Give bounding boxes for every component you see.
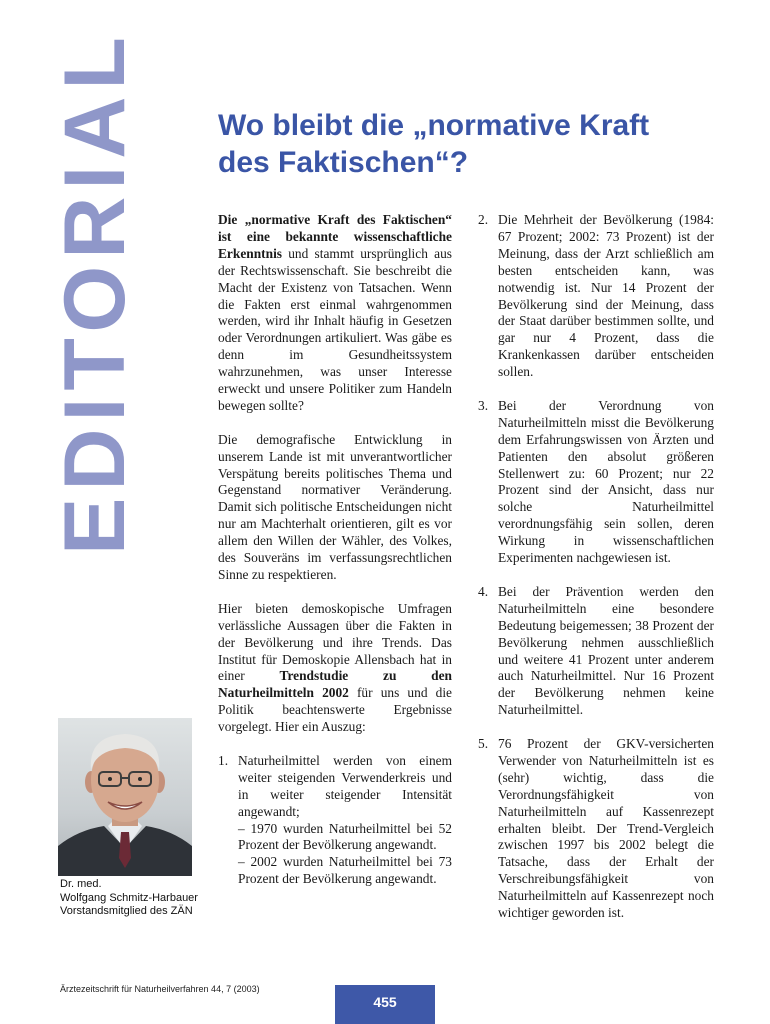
finding-1-line-1970: – 1970 wurden Naturheilmittel bei 52 Prozent der Bevölkerung angewandt. <box>238 820 452 853</box>
finding-1-text: Naturheilmittel werden von einem weiter steigenden Verwenderkreis und in weiter steigender Intensität angewandt; <box>238 752 452 819</box>
portrait-caption <box>60 878 198 919</box>
intro-rest: und stammt ursprünglich aus der Rechtswissenschaft. Sie beschreibt die Macht der Existenz von Tatsachen. Wenn die Fakten erst einmal wahrgenommen werden, wird ihr Inhalt häufig in Gesetzen oder Verordnungen artikuliert. Was gäbe es denn im Gesundheitssystem wahrzunehmen, was unser Interesse erweckt und unsere Politiker zum Handeln bewegen sollte? <box>218 245 452 413</box>
caption-role: Vorstandsmitglied des ZÄN <box>60 905 193 917</box>
caption-name: Wolfgang Schmitz-Harbauer <box>60 891 198 904</box>
finding-5 <box>478 736 714 922</box>
survey-text-b: für uns und die Politik beachtenswerte Ergebnisse vorgelegt. Hier ein Auszug: <box>218 685 452 735</box>
finding-2 <box>478 212 714 381</box>
journal-citation: Ärztezeitschrift für Naturheilverfahren 44, 7 (2003) <box>60 984 260 994</box>
survey-paragraph <box>218 601 452 736</box>
article-headline <box>218 108 738 181</box>
finding-5-number: 5. <box>478 736 489 752</box>
finding-2-number: 2. <box>478 212 489 227</box>
finding-1-number: 1. <box>218 752 229 768</box>
demography-paragraph: Die demografische Entwicklung in unserem Lande ist mit unverantwortlicher Verspätung bereits politisches Thema und Gegenstand normativer Veränderung. Damit sich politische Entscheidungen nicht nur am Machterhalt orientieren, gilt es vor allem den Willen der Wähler, des Volkes, des Souveräns im verfassungsrechtlichen Sinne zu respektieren. <box>218 431 452 583</box>
page-number: 455 <box>335 985 435 1024</box>
headline-line-2: des Faktischen“? <box>218 145 469 179</box>
finding-1-line-2002: – 2002 wurden Naturheilmittel bei 73 Prozent der Bevölkerung angewandt. <box>238 854 452 887</box>
caption-title: Dr. med. <box>60 878 102 890</box>
finding-4 <box>478 584 714 719</box>
survey-text-a: Hier bieten demoskopische Umfragen verlässliche Aussagen über die Fakten in der Bevölkerung und ihre Trends. Das Institut für Demoskopie Allensbach hat in einer <box>218 600 452 684</box>
intro-paragraph <box>218 212 452 415</box>
finding-5-text: 76 Prozent der GKV-versicherten Verwender von Naturheilmitteln ist es (sehr) wichtig, dass die Verordnungsfähigkeit von Naturheilmitteln auf Kassenrezept erhalten bleibt. Der Trend-Vergleich zwischen 1997 bis 2002 belegt die Tatsache, dass der Erhalt der Verschreibungsfähigkeit von Naturheilmitteln auf Kassenrezept noch wichtiger geworden ist. <box>498 736 714 921</box>
finding-4-text: Bei der Prävention werden den Naturheilmitteln eine besondere Bedeutung beigemessen; 38 Prozent der Bevölkerung nehmen ausschließlich und weitere 41 Prozent unter anderem auch Naturheilmittel. Nur 16 Prozent der Bevölkerung nehmen keine Naturheilmittel. <box>498 583 714 718</box>
intro-lead-bold: Die „normative Kraft des Faktischen“ ist eine bekannte wissenschaftliche Erkenntnis <box>218 212 452 261</box>
section-label-editorial: EDITORIAL <box>47 30 143 555</box>
trend-study-bold: Trendstudie zu den Naturheilmitteln 2002 <box>218 668 452 701</box>
finding-3-number: 3. <box>478 397 489 413</box>
finding-3 <box>478 398 714 567</box>
author-portrait-drawing <box>58 718 192 876</box>
finding-3-text: Bei der Verordnung von Naturheilmitteln misst die Bevölkerung dem Erfahrungswissen von Ärzten und Patienten den absolut größeren Stellenwert zu: 60 Prozent; nur 22 Prozent sind der Ansicht, dass nur solche Naturheilmittel verordnungsfähig sein sollen, deren Wirkung in wissenschaftlichen Experimenten nachgewiesen ist. <box>498 397 714 566</box>
finding-1-body <box>238 753 452 888</box>
headline-line-1: Wo bleibt die „normative Kraft <box>218 109 650 142</box>
finding-4-number: 4. <box>478 583 489 599</box>
right-text-column <box>478 212 714 939</box>
left-text-column <box>218 212 452 905</box>
finding-1 <box>218 753 452 888</box>
finding-2-text: Die Mehrheit der Bevölkerung (1984: 67 Prozent; 2002: 73 Prozent) ist der Meinung, dass der Arzt schließlich am besten entscheiden kann, was notwendig ist. Nur 14 Prozent der Bevölkerung sind der Meinung, dass der Staat darüber bestimmen sollte, und gar nur 4 Prozent, dass die Krankenkassen darüber entscheiden sollen. <box>498 212 714 380</box>
author-portrait <box>58 718 192 876</box>
